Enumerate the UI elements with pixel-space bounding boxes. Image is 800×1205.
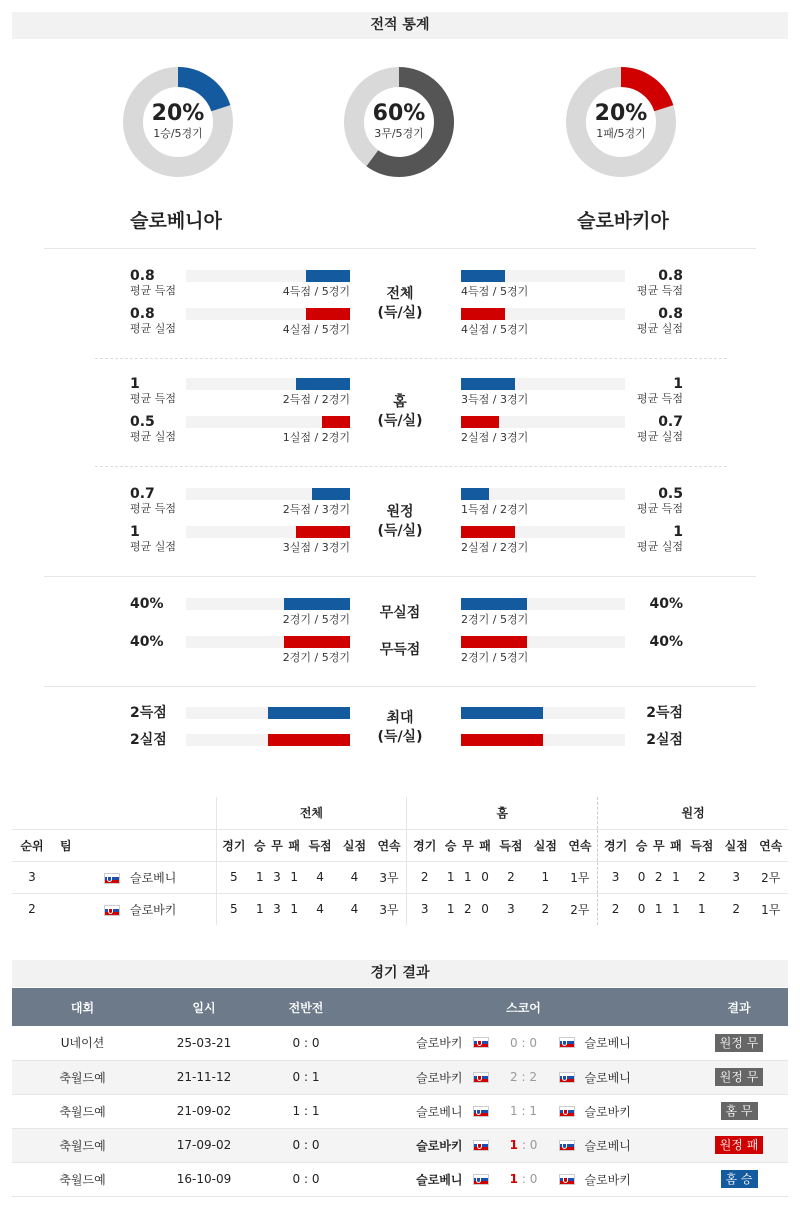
score-home: 0 — [510, 1035, 518, 1050]
divider — [95, 466, 727, 467]
score-home: 1 — [510, 1104, 518, 1118]
stat-note: 2경기 / 5경기 — [461, 651, 529, 664]
donut-percent: 60% — [372, 101, 426, 126]
result-competition: U네이션 — [12, 1026, 153, 1060]
score-home: 1 — [509, 1138, 519, 1152]
stat-value: 0.8 — [658, 306, 683, 322]
standing-cell: 2무 — [761, 870, 781, 885]
stat-bar-track — [461, 734, 625, 746]
stat-bar — [461, 488, 489, 500]
stat-bar — [296, 526, 350, 538]
score-away: 0 — [529, 1035, 537, 1050]
stat-category: 무실점 — [379, 605, 421, 621]
score — [489, 1172, 559, 1186]
col-score: 스코어 — [357, 988, 690, 1026]
away-team[interactable]: 슬로베니 — [584, 1138, 631, 1153]
score-sep: : — [518, 1172, 530, 1186]
standing-cell: 5 — [230, 902, 238, 917]
stat-value: 40% — [649, 634, 683, 650]
standing-cell: 1무 — [761, 902, 781, 917]
stat-value: 2실점 — [646, 732, 683, 748]
col-rank: 순위 — [20, 838, 44, 853]
donut-chart — [122, 66, 234, 178]
standing-team-name[interactable]: 슬로베니 — [130, 870, 177, 885]
slovenia-flag-icon — [559, 1037, 575, 1048]
stat-bar — [268, 734, 350, 746]
result-row — [12, 1094, 788, 1128]
stat-value: 0.5 — [658, 486, 683, 502]
result-date: 21-09-02 — [153, 1094, 255, 1128]
home-team[interactable]: 슬로바키 — [416, 1036, 463, 1051]
result-row — [12, 1162, 788, 1196]
standing-cell: 1 — [290, 870, 299, 884]
score-away: 0 — [529, 1138, 538, 1152]
stat-label: 평균 득점 — [130, 284, 177, 297]
stat-category — [370, 709, 430, 747]
score — [489, 1104, 559, 1118]
col-away-2: 무 — [652, 838, 665, 853]
standing-cell: 0 — [637, 870, 646, 884]
stat-value: 0.8 — [130, 268, 155, 284]
stat-category-line: 원정 — [386, 504, 414, 520]
score-sep: : — [517, 1035, 530, 1050]
stat-category-line: 홈 — [393, 394, 407, 410]
stat-category — [370, 393, 430, 431]
standing-row — [12, 893, 788, 925]
stat-bar-track — [461, 270, 625, 282]
col-team: 팀 — [52, 829, 216, 861]
stat-note: 3득점 / 3경기 — [461, 393, 529, 406]
stat-label: 평균 득점 — [636, 284, 683, 297]
standing-cell: 0 — [481, 870, 489, 884]
slovakia-flag-icon — [559, 1174, 575, 1185]
standing-cell: 3무 — [372, 893, 407, 925]
result-outcome — [690, 1128, 788, 1162]
col-half: 전반전 — [255, 988, 357, 1026]
stat-bar-track — [461, 526, 625, 538]
standing-cell: 2무 — [563, 893, 598, 925]
stat-bar — [461, 707, 543, 719]
result-date: 17-09-02 — [153, 1128, 255, 1162]
score-sep: : — [517, 1070, 530, 1084]
stat-bar-track — [186, 526, 350, 538]
standing-cell: 1 — [446, 870, 455, 884]
result-badge: 원정 패 — [715, 1136, 764, 1154]
slovenia-flag-icon — [104, 873, 120, 884]
standing-cell: 2 — [420, 870, 429, 884]
score-sep: : — [517, 1104, 530, 1118]
standing-row — [12, 861, 788, 893]
result-badge: 원정 무 — [715, 1068, 764, 1086]
standing-cell: 3 — [507, 902, 515, 917]
result-competition: 축월드예 — [12, 1094, 153, 1128]
donut-percent: 20% — [151, 101, 205, 126]
stat-category-line: (득/실) — [377, 729, 423, 745]
result-competition: 축월드예 — [12, 1060, 153, 1094]
score — [489, 1036, 559, 1050]
standing-cell: 2 — [464, 902, 472, 917]
stat-bar-track — [461, 378, 625, 390]
slovenia-flag-icon — [559, 1072, 575, 1083]
stat-category-line: 최대 — [386, 710, 414, 726]
score-home: 2 — [510, 1070, 518, 1084]
slovakia-flag-icon — [473, 1140, 489, 1151]
standing-team[interactable] — [52, 893, 216, 925]
stat-bar-track — [186, 636, 350, 648]
standing-cell: 5 — [230, 870, 238, 884]
standing-cell: 1무 — [563, 861, 598, 893]
score-home: 1 — [509, 1172, 519, 1186]
col-away-6: 연속 — [759, 838, 783, 853]
stat-value: 0.7 — [130, 486, 155, 502]
col-all-3: 패 — [288, 838, 301, 853]
results-table — [12, 988, 788, 1197]
stat-note: 2실점 / 3경기 — [461, 431, 529, 444]
away-team-name: 슬로바키아 — [577, 210, 669, 232]
result-badge: 홈 무 — [721, 1102, 758, 1120]
result-score — [357, 1128, 690, 1162]
stat-value: 0.7 — [658, 414, 683, 430]
stat-note: 4득점 / 5경기 — [461, 285, 529, 298]
stat-category-line: (득/실) — [377, 523, 423, 539]
standing-cell: 3 — [420, 902, 429, 917]
stat-bar-track — [186, 707, 350, 719]
stat-note: 2득점 / 2경기 — [282, 393, 350, 406]
standing-team-name[interactable]: 슬로바키 — [130, 902, 177, 917]
col-all-2: 무 — [271, 838, 283, 853]
donut-chart — [565, 66, 677, 178]
standing-cell: 3 — [273, 902, 281, 917]
stat-bar — [284, 598, 350, 610]
result-outcome — [690, 1162, 788, 1196]
stat-bar-track — [186, 378, 350, 390]
result-row — [12, 1128, 788, 1162]
stat-value: 1 — [130, 524, 140, 540]
divider — [44, 576, 756, 577]
standing-cell: 1 — [697, 902, 706, 917]
stat-bar — [296, 378, 350, 390]
score-line — [357, 1034, 690, 1051]
slovakia-flag-icon — [559, 1106, 575, 1117]
slovakia-flag-icon — [473, 1072, 489, 1083]
stat-label: 평균 득점 — [636, 502, 683, 515]
standing-rank: 3 — [28, 870, 36, 884]
stat-label: 평균 실점 — [636, 540, 683, 553]
stat-note: 2경기 / 5경기 — [282, 651, 350, 664]
col-competition: 대회 — [12, 988, 153, 1026]
col-result: 결과 — [690, 988, 788, 1026]
col-date: 일시 — [153, 988, 255, 1026]
stat-value: 1 — [130, 376, 140, 392]
col-away-1: 승 — [635, 838, 648, 853]
stat-value: 0.5 — [130, 414, 155, 430]
result-outcome — [690, 1094, 788, 1128]
divider — [95, 358, 727, 359]
score — [489, 1138, 559, 1152]
home-team[interactable]: 슬로바키 — [416, 1138, 463, 1153]
result-badge: 원정 무 — [715, 1034, 764, 1052]
score-away: 0 — [529, 1172, 538, 1186]
result-date: 16-10-09 — [153, 1162, 255, 1196]
stat-category-line: (득/실) — [377, 305, 423, 321]
stat-bar — [306, 270, 350, 282]
stat-note: 2경기 / 5경기 — [282, 613, 350, 626]
stat-category: 무득점 — [379, 642, 421, 658]
standing-cell: 1 — [464, 870, 472, 884]
standing-cell: 1 — [654, 902, 663, 917]
result-score — [357, 1094, 690, 1128]
home-team-name: 슬로베니아 — [130, 210, 222, 232]
stat-note: 2경기 / 5경기 — [461, 613, 529, 626]
result-outcome — [690, 1060, 788, 1094]
result-halftime: 0 : 0 — [255, 1162, 357, 1196]
stat-note: 3실점 / 3경기 — [282, 541, 350, 554]
donut-label — [343, 66, 455, 178]
stat-value: 1 — [673, 524, 683, 540]
stat-category — [370, 503, 430, 541]
result-row — [12, 1026, 788, 1060]
donut-label — [122, 66, 234, 178]
col-away-5: 실점 — [724, 838, 748, 853]
slovenia-flag-icon — [473, 1174, 489, 1185]
standing-cell: 1 — [446, 902, 455, 917]
stat-bar-track — [186, 488, 350, 500]
standing-cell: 1 — [672, 870, 680, 884]
stat-bar-track — [461, 598, 625, 610]
col-home-3: 패 — [479, 838, 491, 853]
stats-title: 전적 통계 — [12, 12, 788, 39]
stat-bar-track — [186, 416, 350, 428]
slovenia-flag-icon — [473, 1106, 489, 1117]
score — [489, 1070, 559, 1084]
stat-value: 40% — [130, 596, 164, 612]
stat-bar-track — [186, 598, 350, 610]
standing-cell: 1 — [255, 902, 264, 917]
result-score — [357, 1162, 690, 1196]
score-line — [357, 1103, 690, 1120]
score-sep: : — [518, 1138, 530, 1152]
col-all-1: 승 — [253, 838, 266, 853]
standing-cell: 2 — [507, 870, 515, 884]
stat-bar-track — [461, 707, 625, 719]
col-home-2: 무 — [462, 838, 474, 853]
slovenia-flag-icon — [559, 1140, 575, 1151]
result-halftime: 1 : 1 — [255, 1094, 357, 1128]
standing-cell: 3 — [273, 870, 281, 884]
standing-cell: 1 — [290, 902, 299, 917]
stat-value: 0.8 — [658, 268, 683, 284]
result-competition: 축월드예 — [12, 1162, 153, 1196]
stat-bar — [461, 308, 505, 320]
standing-cell: 4 — [316, 870, 324, 884]
col-home-0: 경기 — [413, 838, 437, 853]
result-competition: 축월드예 — [12, 1128, 153, 1162]
stat-value: 40% — [130, 634, 164, 650]
col-all-0: 경기 — [222, 838, 246, 853]
stat-label: 평균 실점 — [636, 322, 683, 335]
stat-note: 2실점 / 2경기 — [461, 541, 529, 554]
stat-label: 평균 득점 — [130, 502, 177, 515]
home-team[interactable]: 슬로바키 — [416, 1070, 463, 1085]
stat-label: 평균 실점 — [130, 430, 177, 443]
away-team[interactable]: 슬로바키 — [584, 1104, 631, 1119]
stat-note: 4득점 / 5경기 — [282, 285, 350, 298]
stat-bar — [312, 488, 350, 500]
result-score — [357, 1026, 690, 1060]
results-title: 경기 결과 — [12, 960, 788, 987]
stat-bar-track — [461, 308, 625, 320]
donut-caption: 3무/5경기 — [374, 127, 424, 140]
slovakia-flag-icon — [104, 905, 120, 916]
score-away: 1 — [529, 1104, 537, 1118]
stat-bar-track — [186, 308, 350, 320]
standing-cell: 2 — [732, 902, 741, 917]
stat-bar — [461, 378, 515, 390]
stat-label: 평균 실점 — [130, 322, 177, 335]
col-home-1: 승 — [444, 838, 457, 853]
away-team[interactable]: 슬로베니 — [584, 1070, 631, 1085]
result-badge: 홈 승 — [721, 1170, 758, 1188]
standing-cell: 1 — [672, 902, 680, 917]
stat-bar — [461, 270, 505, 282]
stat-category-line: 전체 — [386, 286, 414, 302]
result-halftime: 0 : 1 — [255, 1060, 357, 1094]
result-outcome — [690, 1026, 788, 1060]
col-home-5: 실점 — [533, 838, 557, 853]
stat-category — [370, 285, 430, 323]
stat-bar-track — [186, 734, 350, 746]
stat-bar — [268, 707, 350, 719]
stat-bar-track — [186, 270, 350, 282]
home-team[interactable]: 슬로베니 — [416, 1172, 463, 1187]
standing-cell: 2 — [611, 902, 620, 917]
stat-bar — [284, 636, 350, 648]
away-team[interactable]: 슬로바키 — [584, 1172, 631, 1187]
stat-value: 2실점 — [130, 732, 167, 748]
score-line — [357, 1069, 690, 1086]
stat-note: 4실점 / 5경기 — [282, 323, 350, 336]
result-row — [12, 1060, 788, 1094]
col-all-5: 실점 — [342, 838, 367, 853]
score-line — [357, 1171, 690, 1188]
col-away-0: 경기 — [603, 838, 628, 853]
standing-cell: 3무 — [372, 861, 407, 893]
standing-cell: 1 — [541, 870, 550, 884]
stat-label: 평균 실점 — [130, 540, 177, 553]
col-away-4: 득점 — [690, 838, 714, 853]
donut-chart — [343, 66, 455, 178]
result-halftime: 0 : 0 — [255, 1128, 357, 1162]
standing-cell: 4 — [350, 870, 359, 884]
standing-cell: 4 — [350, 902, 359, 917]
stat-bar-track — [461, 636, 625, 648]
score-line — [357, 1137, 690, 1154]
stat-bar — [461, 636, 527, 648]
stat-bar — [461, 526, 515, 538]
result-score — [357, 1060, 690, 1094]
standing-rank: 2 — [28, 902, 36, 917]
standing-cell: 0 — [637, 902, 646, 917]
col-all-4: 득점 — [308, 838, 332, 853]
donut-label — [565, 66, 677, 178]
divider — [44, 686, 756, 687]
stat-label: 평균 득점 — [130, 392, 177, 405]
stat-label: 평균 실점 — [636, 430, 683, 443]
col-home-4: 득점 — [499, 838, 523, 853]
away-team[interactable]: 슬로베니 — [584, 1036, 631, 1051]
stat-bar — [306, 308, 350, 320]
group-away: 원정 — [681, 806, 705, 821]
standing-cell: 2 — [654, 870, 663, 884]
standing-cell: 2 — [697, 870, 706, 884]
group-all: 전체 — [216, 797, 407, 829]
stat-value: 0.8 — [130, 306, 155, 322]
divider — [44, 248, 756, 249]
stat-value: 40% — [649, 596, 683, 612]
donut-caption: 1패/5경기 — [596, 127, 646, 140]
stat-bar — [322, 416, 350, 428]
stat-note: 1실점 / 2경기 — [282, 431, 350, 444]
standing-cell: 0 — [481, 902, 489, 917]
home-team[interactable]: 슬로베니 — [416, 1104, 463, 1119]
stat-bar — [461, 416, 499, 428]
score-away: 2 — [529, 1070, 537, 1084]
col-home-6: 연속 — [563, 829, 598, 861]
stat-value: 2득점 — [130, 705, 167, 721]
stat-bar — [461, 598, 527, 610]
stat-value: 1 — [673, 376, 683, 392]
stat-bar-track — [461, 488, 625, 500]
stat-note: 4실점 / 5경기 — [461, 323, 529, 336]
stat-label: 평균 득점 — [636, 392, 683, 405]
donut-percent: 20% — [594, 101, 648, 126]
col-all-6: 연속 — [372, 829, 407, 861]
standing-cell: 3 — [732, 870, 741, 884]
stat-bar-track — [461, 416, 625, 428]
stat-note: 2득점 / 3경기 — [282, 503, 350, 516]
standings-table — [12, 797, 788, 925]
slovakia-flag-icon — [473, 1037, 489, 1048]
standing-cell: 4 — [316, 902, 324, 917]
stat-bar — [461, 734, 543, 746]
result-date: 25-03-21 — [153, 1026, 255, 1060]
stat-value: 2득점 — [646, 705, 683, 721]
standing-team[interactable] — [52, 861, 216, 893]
group-home: 홈 — [407, 797, 598, 829]
stat-category-line: (득/실) — [377, 413, 423, 429]
standing-cell: 3 — [611, 870, 620, 884]
standing-cell: 2 — [541, 902, 550, 917]
stat-note: 1득점 / 2경기 — [461, 503, 529, 516]
col-away-3: 패 — [670, 838, 682, 853]
result-date: 21-11-12 — [153, 1060, 255, 1094]
donut-caption: 1승/5경기 — [153, 127, 203, 140]
standing-cell: 1 — [255, 870, 264, 884]
result-halftime: 0 : 0 — [255, 1026, 357, 1060]
